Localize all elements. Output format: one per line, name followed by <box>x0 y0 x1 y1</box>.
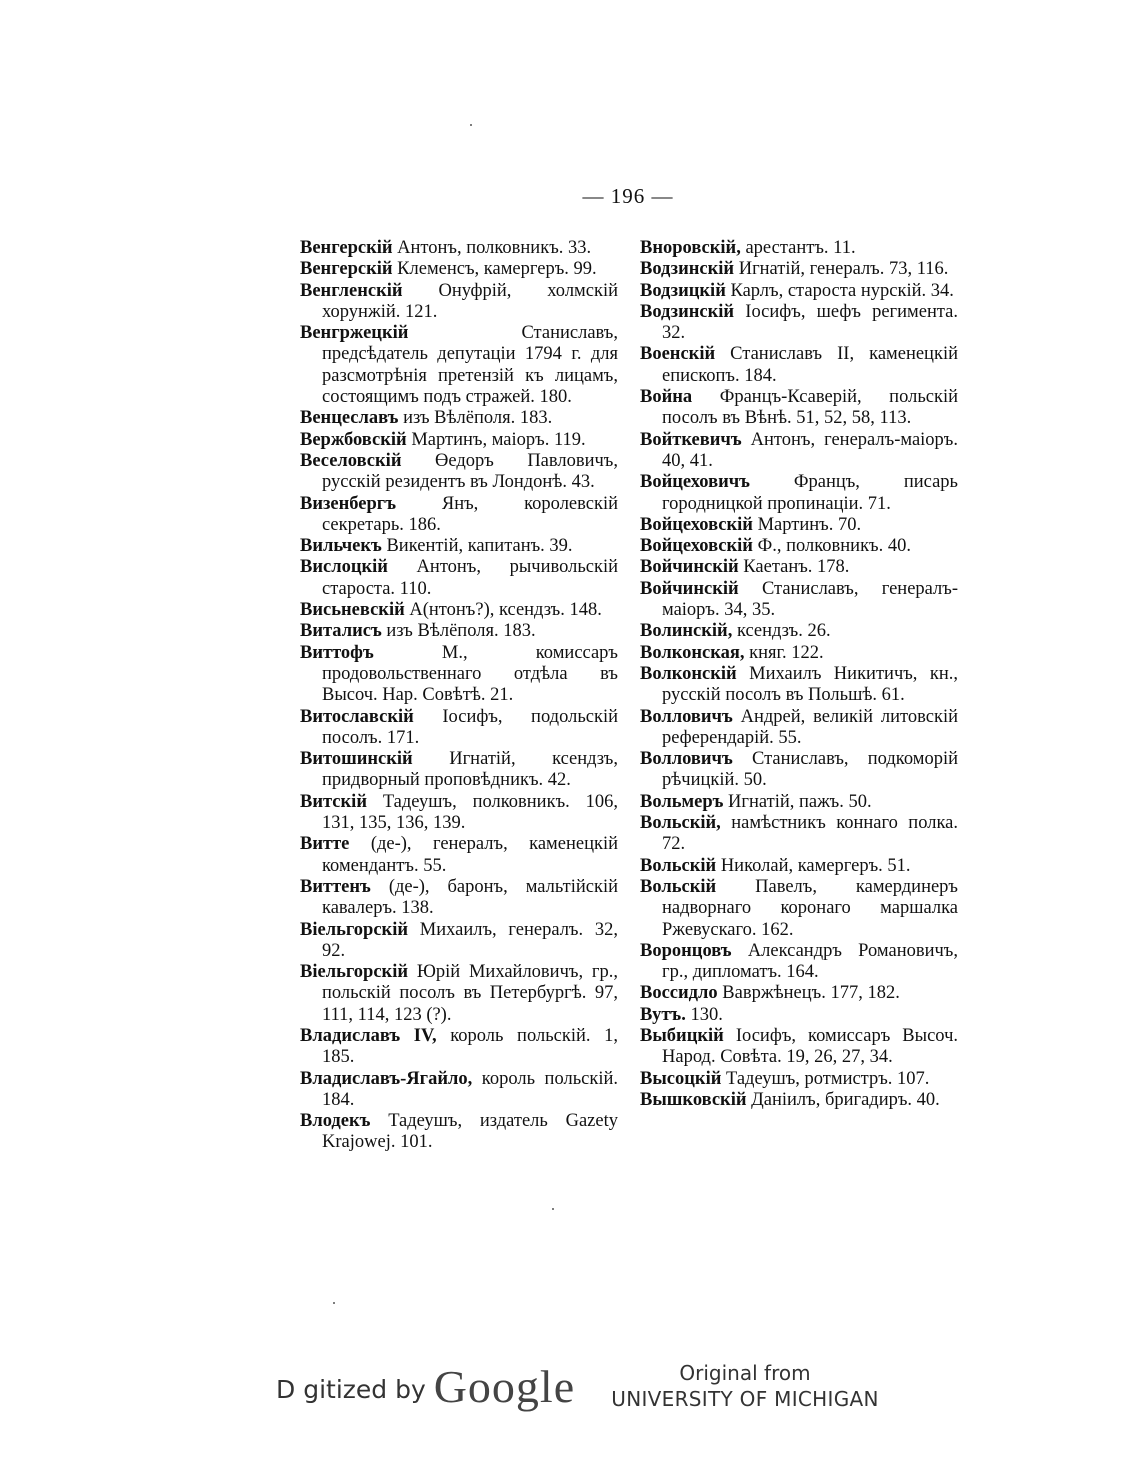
google-logo: Google <box>433 1361 576 1412</box>
entry-surname: Воронцовъ <box>640 940 732 961</box>
index-entry <box>640 856 958 877</box>
index-entry <box>300 877 618 920</box>
entry-details: Павелъ, камердинеръ надворнаго коронаго маршалка Ржевускаго. 162. <box>662 876 958 940</box>
entry-surname: Волловичъ <box>640 749 733 770</box>
index-entry <box>300 281 618 324</box>
entry-surname: Віельгорскій <box>300 962 409 983</box>
entry-surname: Віельгорскій <box>300 919 409 940</box>
index-entry <box>640 1069 958 1090</box>
entry-surname: Войчинскій <box>640 557 739 578</box>
original-from-watermark <box>600 1360 890 1412</box>
entry-details: Станиславъ II, каменецкій епископъ. 184. <box>662 344 958 386</box>
index-entry <box>300 557 618 600</box>
entry-surname: Витскій <box>300 791 367 812</box>
entry-details: Іосифъ, шефъ регимента. 32. <box>662 301 958 344</box>
entry-surname: Высоцкій <box>640 1068 722 1089</box>
entry-surname: Владиславъ IV, <box>300 1025 437 1046</box>
entry-details: король польскій. 1, 185. <box>322 1025 618 1068</box>
index-entry <box>300 1069 618 1112</box>
index-entry <box>640 472 958 515</box>
entry-details: намѣстникъ коннаго полка. 72. <box>662 813 958 855</box>
entry-details: Клеменсъ, камергеръ. 99. <box>392 259 597 280</box>
entry-details: Станиславъ, подкоморій рѣчицкій. 50. <box>662 749 958 791</box>
original-from-label: Original from <box>679 1361 811 1385</box>
entry-details: Даніилъ, бригадиръ. 40. <box>746 1089 940 1110</box>
entry-surname: Войцеховскій <box>640 514 753 535</box>
entry-surname: Вольскій <box>640 876 717 897</box>
page-number: — 196 — <box>582 184 674 208</box>
entry-details: Андрей, великій литовскій референдарій. 55. <box>662 706 958 748</box>
entry-surname: Воссидло <box>640 983 718 1004</box>
entry-surname: Витославскій <box>300 706 414 727</box>
index-entry <box>640 515 958 536</box>
entry-details: (де-), генералъ, каменецкій комендантъ. 55. <box>322 834 618 876</box>
entry-surname: Виттенъ <box>300 876 371 897</box>
entry-surname: Вутъ. <box>640 1004 686 1025</box>
entry-details: Викентій, капитанъ. 39. <box>381 536 573 557</box>
index-entry <box>300 536 618 557</box>
index-entry <box>640 557 958 578</box>
entry-details: Александръ Романовичъ, гр., дипломатъ. 164. <box>662 940 958 983</box>
entry-details: Мартинъ. 70. <box>752 514 862 535</box>
index-entry <box>640 664 958 707</box>
entry-details: Ф., полковникъ. 40. <box>752 536 912 557</box>
entry-surname: Витте <box>300 834 350 855</box>
digitized-by-google-watermark <box>276 1360 575 1413</box>
entry-details: король польскій. 184. <box>322 1068 618 1110</box>
index-entry <box>640 536 958 557</box>
entry-details: Николай, камергеръ. 51. <box>716 855 911 876</box>
index-entry <box>640 281 958 302</box>
entry-surname: Венгленскій <box>300 280 403 301</box>
entry-surname: Виттофъ <box>300 642 374 663</box>
digitized-prefix: D gitized by <box>276 1375 426 1404</box>
entry-surname: Выбицкій <box>640 1025 724 1046</box>
entry-surname: Вильчекъ <box>300 536 382 557</box>
entry-details: А(нтонъ?), ксендзъ. 148. <box>404 600 602 621</box>
entry-surname: Венцеславъ <box>300 408 399 429</box>
entry-surname: Визенбергъ <box>300 493 396 514</box>
entry-details: Іосифъ, комиссаръ Высоч. Народ. Совѣта. 19, 26, 27, 34. <box>662 1025 958 1068</box>
index-entry <box>640 983 958 1004</box>
index-entry <box>300 259 618 280</box>
entry-details: княг. 122. <box>744 642 824 663</box>
index-entry <box>640 621 958 642</box>
index-entry <box>640 579 958 622</box>
entry-surname: Вноровскій, <box>640 238 741 258</box>
entry-details: Михаилъ Никитичъ, кн., русскій посолъ въ Польшѣ. 61. <box>662 663 958 706</box>
entry-details: Өедоръ Павловичъ, русскій резидентъ въ Лондонѣ. 43. <box>322 450 618 493</box>
entry-surname: Волловичъ <box>640 706 733 727</box>
entry-details: изъ Вѣлёполя. 183. <box>381 621 536 642</box>
index-entry <box>300 1026 618 1069</box>
entry-details: Юрій Михайловичъ, гр., польскій посолъ въ Петербургѣ. 97, 111, 114, 123 (?). <box>322 962 618 1025</box>
scan-speck <box>470 124 472 126</box>
entry-surname: Война <box>640 387 693 408</box>
entry-details: Іосифъ, подольскій посолъ. 171. <box>322 706 618 748</box>
entry-details: М., комиссаръ продовольственнаго отдѣла въ Высоч. Нар. Совѣтѣ. 21. <box>322 642 618 706</box>
entry-surname: Водзицкій <box>640 280 726 301</box>
entry-surname: Владиславъ-Ягайло, <box>300 1068 473 1089</box>
index-entry <box>300 430 618 451</box>
entry-details: Мартинъ, маіоръ. 119. <box>406 429 586 450</box>
entry-surname: Веселовскій <box>300 450 402 471</box>
index-entry <box>300 834 618 877</box>
entry-details: Игнатій, генералъ. 73, 116. <box>734 259 949 280</box>
entry-details: Михаилъ, генералъ. 32, 92. <box>322 919 618 961</box>
index-entry <box>300 621 618 642</box>
entry-surname: Висьневскій <box>300 600 405 621</box>
index-entry <box>640 1005 958 1026</box>
entry-details: Францъ, писарь городницкой пропинаціи. 71. <box>662 472 958 514</box>
entry-details: Вавржѣнецъ. 177, 182. <box>717 983 900 1004</box>
entry-surname: Волконскій <box>640 663 737 684</box>
index-entry <box>640 344 958 387</box>
index-column-left <box>300 238 618 1154</box>
entry-surname: Водзинскій <box>640 301 735 322</box>
index-entry <box>300 962 618 1026</box>
index-entry <box>640 707 958 750</box>
entry-details: Антонъ, генералъ-маіоръ. 40, 41. <box>662 429 958 471</box>
index-column-right <box>640 238 958 1111</box>
index-entry <box>300 643 618 707</box>
index-entry <box>300 238 618 259</box>
index-entry <box>640 1026 958 1069</box>
index-entry <box>640 749 958 792</box>
entry-details: 130. <box>685 1004 723 1025</box>
entry-surname: Вержбовскій <box>300 429 407 450</box>
index-entry <box>640 813 958 856</box>
entry-details: Францъ-Ксаверій, польскій посолъ въ Вѣнѣ. 51, 52, 58, 113. <box>662 387 958 429</box>
entry-surname: Водзинскій <box>640 259 735 280</box>
index-entry <box>640 941 958 984</box>
entry-surname: Венгерскій <box>300 238 393 258</box>
scan-speck <box>333 1302 335 1304</box>
entry-details: Карлъ, староста нурскій. 34. <box>725 280 954 301</box>
entry-surname: Военскій <box>640 344 716 365</box>
entry-surname: Волконская, <box>640 642 745 663</box>
entry-surname: Виталисъ <box>300 621 382 642</box>
entry-details: ксендзъ. 26. <box>732 621 831 642</box>
scan-speck <box>552 1208 554 1210</box>
entry-surname: Вольмеръ <box>640 791 724 812</box>
entry-surname: Вислоцкій <box>300 557 388 578</box>
index-entry <box>300 408 618 429</box>
index-entry <box>640 259 958 280</box>
entry-details: изъ Вѣлёполя. 183. <box>398 408 553 429</box>
entry-surname: Витошинскій <box>300 749 413 770</box>
entry-surname: Войчинскій <box>640 578 739 599</box>
entry-details: (де-), баронъ, мальтійскій кавалеръ. 138. <box>322 876 618 919</box>
index-entry <box>640 430 958 473</box>
entry-details: Игнатій, ксендзъ, придворный проповѣдникъ. 42. <box>322 749 618 791</box>
entry-details: Антонъ, полковникъ. 33. <box>392 238 592 258</box>
entry-surname: Волинскій, <box>640 621 733 642</box>
entry-details: Станиславъ, генералъ-маіоръ. 34, 35. <box>662 578 958 621</box>
entry-details: арестантъ. 11. <box>740 238 856 258</box>
index-entry <box>640 877 958 941</box>
index-entry <box>640 1090 958 1111</box>
entry-surname: Вышковскій <box>640 1089 747 1110</box>
entry-surname: Вольскій <box>640 855 717 876</box>
entry-surname: Войцеховскій <box>640 536 753 557</box>
index-entry <box>300 600 618 621</box>
entry-details: Янъ, королевскій секретарь. 186. <box>322 493 618 535</box>
index-entry <box>640 643 958 664</box>
entry-details: Антонъ, рычивольскій староста. 110. <box>322 557 618 599</box>
entry-details: Каетанъ. 178. <box>738 557 850 578</box>
entry-details: Игнатій, пажъ. 50. <box>723 791 872 812</box>
index-entry <box>300 749 618 792</box>
index-entry <box>300 792 618 835</box>
entry-surname: Влодекъ <box>300 1111 371 1132</box>
index-entry <box>300 494 618 537</box>
entry-surname: Войцеховичъ <box>640 472 750 493</box>
index-entry <box>300 707 618 750</box>
index-entry <box>640 387 958 430</box>
index-entry <box>300 451 618 494</box>
entry-details: Тадеушъ, полковникъ. 106, 131, 135, 136, 139. <box>322 791 618 834</box>
index-entry <box>640 238 958 259</box>
entry-details: Тадеушъ, ротмистръ. 107. <box>721 1068 930 1089</box>
entry-details: Онуфрій, холмскій хорунжій. 121. <box>322 280 618 322</box>
entry-surname: Венгржецкій <box>300 323 409 344</box>
index-entry <box>640 792 958 813</box>
index-entry <box>300 1111 618 1154</box>
index-entry <box>300 920 618 963</box>
index-entry <box>300 323 618 408</box>
entry-details: Станиславъ, предсѣдатель депутаціи 1794 г. для разсмотрѣнія претензій къ лицамъ, состоящимъ подъ стражей. 180. <box>322 323 618 408</box>
index-entry <box>640 302 958 345</box>
entry-surname: Венгерскій <box>300 259 393 280</box>
entry-surname: Вольскій, <box>640 813 721 834</box>
entry-details: Тадеушъ, издатель Gazety Krajowej. 101. <box>322 1111 618 1153</box>
university-label: UNIVERSITY OF MICHIGAN <box>611 1387 879 1411</box>
entry-surname: Войткевичъ <box>640 429 742 450</box>
